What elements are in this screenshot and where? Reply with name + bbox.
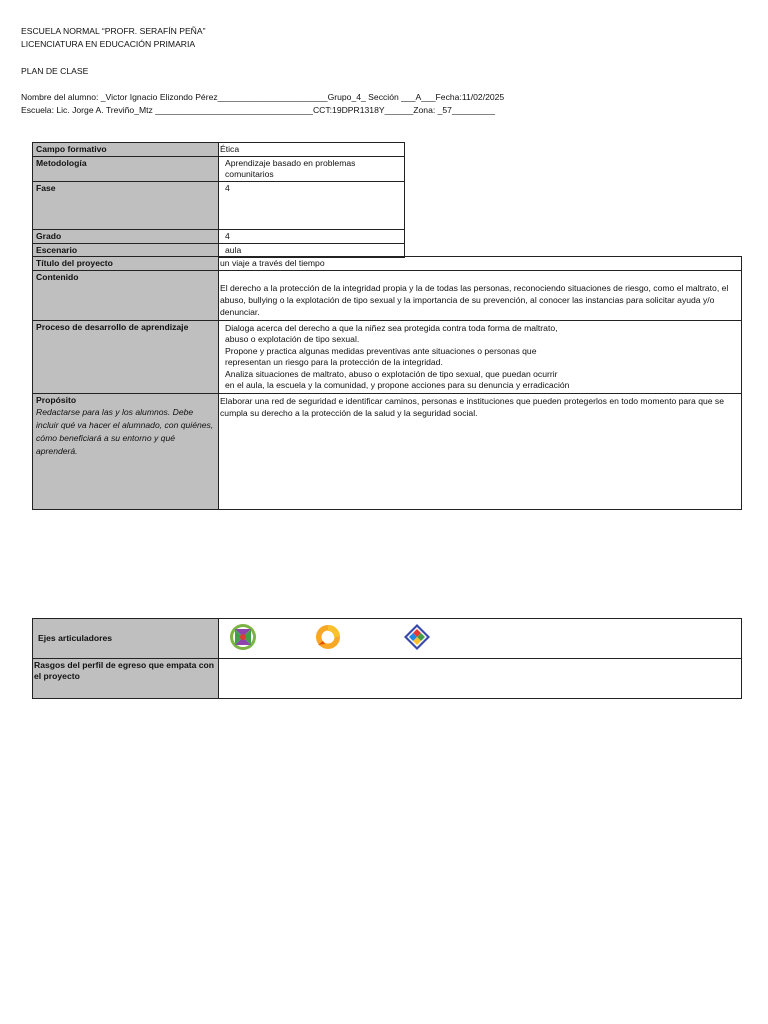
document-title: PLAN DE CLASE [21,66,89,76]
ejes-articuladores-label: Ejes articuladores [33,619,219,659]
plan-info-table [32,142,405,258]
proposito-label: Propósito [36,395,77,405]
rasgos-perfil-label: Rasgos del perfil de egreso que empata con el proyecto [33,659,219,699]
degree-name: LICENCIATURA EN EDUCACIÓN PRIMARIA [21,39,196,49]
grado-label: Grado [33,230,219,244]
titulo-proyecto-value: un viaje a través del tiempo [219,257,742,271]
contenido-value: El derecho a la protección de la integridad propia y la de todas las personas, reconociendo situaciones de riesgo, como el maltrato, el abuso, bullying o la explotación de tipo sexual y la importancia de su prevención, al conocer las instancias para solicitar ayuda y/o denunciar. [219,271,742,321]
metodologia-label: Metodología [33,157,219,182]
school-info-line: Escuela: Lic. Jorge A. Treviño_Mtz _________________________________CCT:19DPR1318Y______Zona: _57_________ [21,105,495,115]
student-info-line: Nombre del alumno: _Victor Ignacio Elizondo Pérez_______________________Grupo_4_ Sección ___A___Fecha:11/02/2025 [21,92,505,102]
interculturalidad-eje-icon [403,623,431,651]
escenario-value: aula [219,244,405,258]
ejes-table [32,618,742,699]
fase-value: 4 [219,182,405,230]
titulo-proyecto-label: Título del proyecto [33,257,219,271]
proceso-aprendizaje-label: Proceso de desarrollo de aprendizaje [33,321,219,394]
proposito-cell [33,394,219,510]
campo-formativo-value: Ética [219,143,405,157]
proposito-hint: Redactarse para las y los alumnos. Debe incluir qué va hacer el alumnado, con quiénes, cómo beneficiará a su entorno y qué aprenderá. [36,407,214,456]
campo-formativo-label: Campo formativo [33,143,219,157]
contenido-label: Contenido [33,271,219,321]
proposito-value: Elaborar una red de seguridad e identificar caminos, personas e instituciones que pueden protegerlos en todo momento para que se cumpla su derecho a la protección de la salud y la seguridad social. [219,394,742,510]
escenario-label: Escenario [33,244,219,258]
fase-label: Fase [33,182,219,230]
rasgos-perfil-value [219,659,742,699]
pensamiento-critico-eje-icon [314,623,342,651]
ejes-icons-cell [219,619,742,659]
grado-value: 4 [219,230,405,244]
school-name: ESCUELA NORMAL “PROFR. SERAFÍN PEÑA” [21,26,206,36]
inclusion-eje-icon [229,623,257,651]
proceso-aprendizaje-value: Dialoga acerca del derecho a que la niñez sea protegida contra toda forma de maltrato, abuso o explotación de tipo sexual. Propone y practica algunas medidas preventivas ante situaciones o personas que representan un riesgo para la protección de la integridad. Analiza situaciones de maltrato, abuso o explotación de tipo sexual, que puedan ocurrir en el aula, la escuela y la comunidad, y propone acciones para su denuncia y erradicación [219,321,742,394]
metodologia-value: Aprendizaje basado en problemas comunitarios [219,157,405,182]
plan-detail-table [32,256,742,510]
